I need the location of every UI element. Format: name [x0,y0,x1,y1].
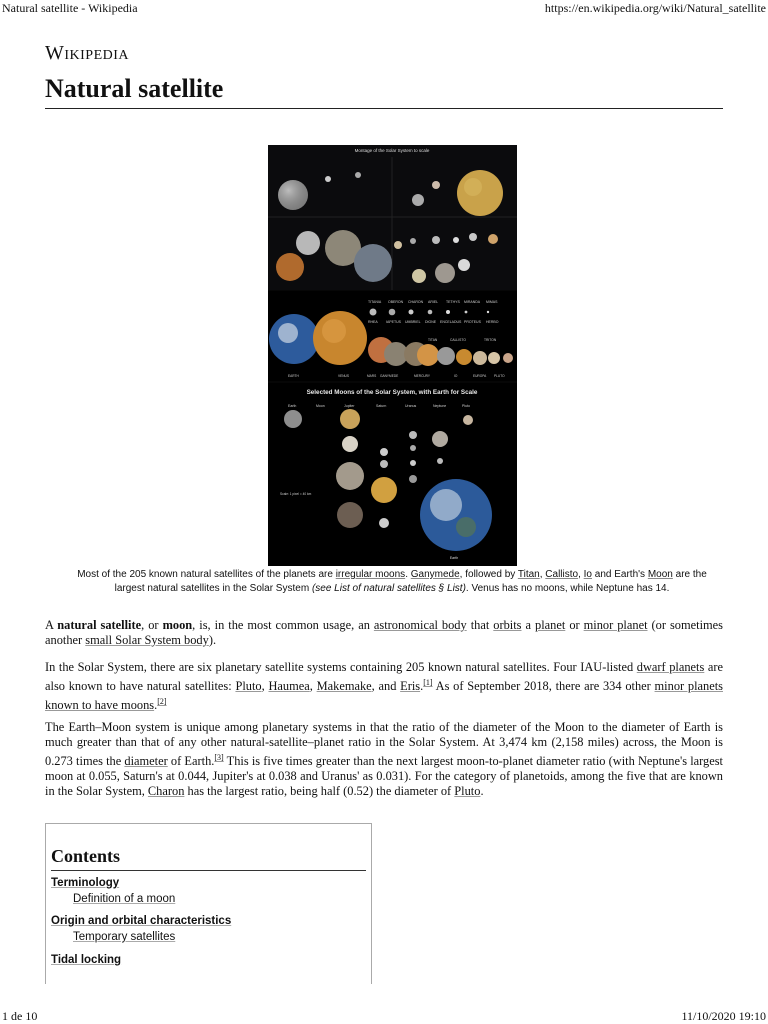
title-divider [45,108,723,109]
link-io[interactable]: Io [583,569,592,580]
solar-system-moons-image[interactable] [268,145,517,566]
mid-label-titania: TITANIA [368,300,382,304]
link-makemake[interactable]: Makemake [316,679,372,694]
col-jupiter: Jupiter [344,404,355,408]
link-dwarf-planets[interactable]: dwarf planets [636,660,705,674]
mid-label-miranda: MIRANDA [464,300,481,304]
link-charon[interactable]: Charon [147,784,185,799]
mid-label-umbriel: UMBRIEL [405,320,421,324]
toc-item-terminology[interactable]: Terminology [51,877,120,889]
link-diameter[interactable]: diameter [124,754,168,769]
link-pluto-2[interactable]: Pluto [454,784,481,799]
low-label-venus: VENUS [338,374,349,378]
low-label-ganymede: GANYMEDE [380,374,399,378]
article-title: Natural satellite [45,74,224,103]
col-moon: Moon [316,404,325,408]
mid-label-herbo: HERBO [486,320,499,324]
table-of-contents [45,823,372,984]
link-minor-planets-with-moons[interactable]: minor planets known to have moons [45,679,723,713]
mid-label-charon: CHARON [408,300,424,304]
figure-top-title: Montage of the Solar System to scale [354,148,430,153]
ref-3[interactable]: [3] [214,753,224,762]
paragraph-intro: A natural satellite, or moon, is, in the most common usage, an astronomical body that orbits a planet or minor planet (or sometimes another small Solar System body). [45,618,723,647]
low-label-pluto: PLUTO [494,374,505,378]
link-minor-planet[interactable]: minor planet [583,618,648,632]
low-label-mercury: MERCURY [414,374,431,378]
print-datetime: 11/10/2020 19:10 [681,1009,766,1023]
paragraph-satellite-systems: In the Solar System, there are six planetary satellite systems containing 205 known natural satellites. Four IAU-listed dwarf planets are also known to have natural satellites: Pluto, Haumea, Makemake, and Eris.[1] As of September 2018, there are 334 other minor planets known to have moons.[2] [45,660,724,713]
mid-label-triton: TRITON [484,338,497,342]
earth-bottom-label: Earth [449,556,459,560]
link-ganymede[interactable]: Ganymede [410,569,460,580]
mid-label-ariel: ARIEL [428,300,439,304]
link-callisto[interactable]: Callisto [545,569,579,580]
mid-label-mimas: MIMAS [486,300,498,304]
low-label-mars: MARS [367,374,377,378]
link-haumea[interactable]: Haumea [268,679,310,694]
col-neptune: Neptune [433,404,447,408]
col-saturn: Saturn [376,404,387,408]
toc-heading: Contents [51,846,121,866]
col-earth: Earth [288,404,297,408]
link-orbits[interactable]: orbits [493,618,522,632]
mid-label-proteus: PROTEUS [464,320,481,324]
scale-note: Scale: 1 pixel = 40 km [280,492,312,496]
low-label-io: IO [454,374,458,378]
mid-label-iapetus: IAPETUS [386,320,401,324]
page-counter: 1 de 10 [2,1009,38,1023]
ref-1[interactable]: [1] [423,678,433,687]
figure-caption: Most of the 205 known natural satellites of the planets are irregular moons. Ganymede, followed by Titan, Callisto, Io and Earth's Moon are the largest natural satellites in the Solar System (see List of natural satellites § List). Venus has no moons, while Neptune has 14. [77,569,707,594]
mid-label-oberon: OBERON [388,300,404,304]
ref-2[interactable]: [2] [157,697,167,707]
link-small-solar-system-body[interactable]: small Solar System body [85,633,209,647]
mid-label-callisto: CALLISTO [450,338,466,342]
mid-label-titan: TITAN [428,338,438,342]
low-label-europa: EUROPA [473,374,487,378]
page-title-bar: Natural satellite - Wikipedia [2,1,138,15]
toc-item-temporary-satellites[interactable]: Temporary satellites [73,931,176,943]
mid-label-dione: DIONE [425,320,437,324]
col-pluto: Pluto [462,404,470,408]
col-uranus: Uranus [405,404,417,408]
page-url[interactable]: https://en.wikipedia.org/wiki/Natural_satellite [544,1,766,15]
link-eris[interactable]: Eris [400,679,421,694]
toc-item-tidal-locking[interactable]: Tidal locking [51,954,122,966]
link-pluto[interactable]: Pluto [235,679,262,694]
link-moon[interactable]: Moon [647,569,673,580]
browser-header [0,0,768,16]
toc-item-origin-and-orbital[interactable]: Origin and orbital characteristics [51,915,232,927]
link-planet[interactable]: planet [535,618,566,632]
mid-label-tethys: TETHYS [446,300,460,304]
low-label-earth: EARTH [288,374,299,378]
link-irregular-moons[interactable]: irregular moons [335,569,406,580]
paragraph-earth-moon: The Earth–Moon system is unique among planetary systems in that the ratio of the diameter of the Moon to the diameter of Earth is much greater than that of any other natural-satellite–planet ratio in the Solar System. At 3,474 km (2,158 miles) across, the Moon is 0.273 times the diameter of Earth.[3] This is five times greater than the next largest moon-to-planet diameter ratio (with Neptune's largest moon at 0.055, Saturn's at 0.044, Jupiter's at 0.038 and Uranus' as 0.031). For the category of planetoids, among the five that are known in the Solar System, Charon has the largest ratio, being half (0.52) the diameter of Pluto. [45,720,723,799]
link-list-of-natural-satellites[interactable]: (see List of natural satellites § List) [311,583,466,594]
toc-item-definition-of-a-moon[interactable]: Definition of a moon [73,893,176,905]
link-astronomical-body[interactable]: astronomical body [373,618,467,632]
figure-bottom-title: Selected Moons of the Solar System, with Earth for Scale [306,389,478,396]
mid-label-enceladus: ENCELADUS [440,320,462,324]
print-footer [0,1008,768,1024]
link-titan[interactable]: Titan [517,569,540,580]
wikipedia-wordmark[interactable]: Wikipedia [45,42,130,64]
mid-label-rhea: RHEA [368,320,378,324]
toc-divider [51,870,366,871]
